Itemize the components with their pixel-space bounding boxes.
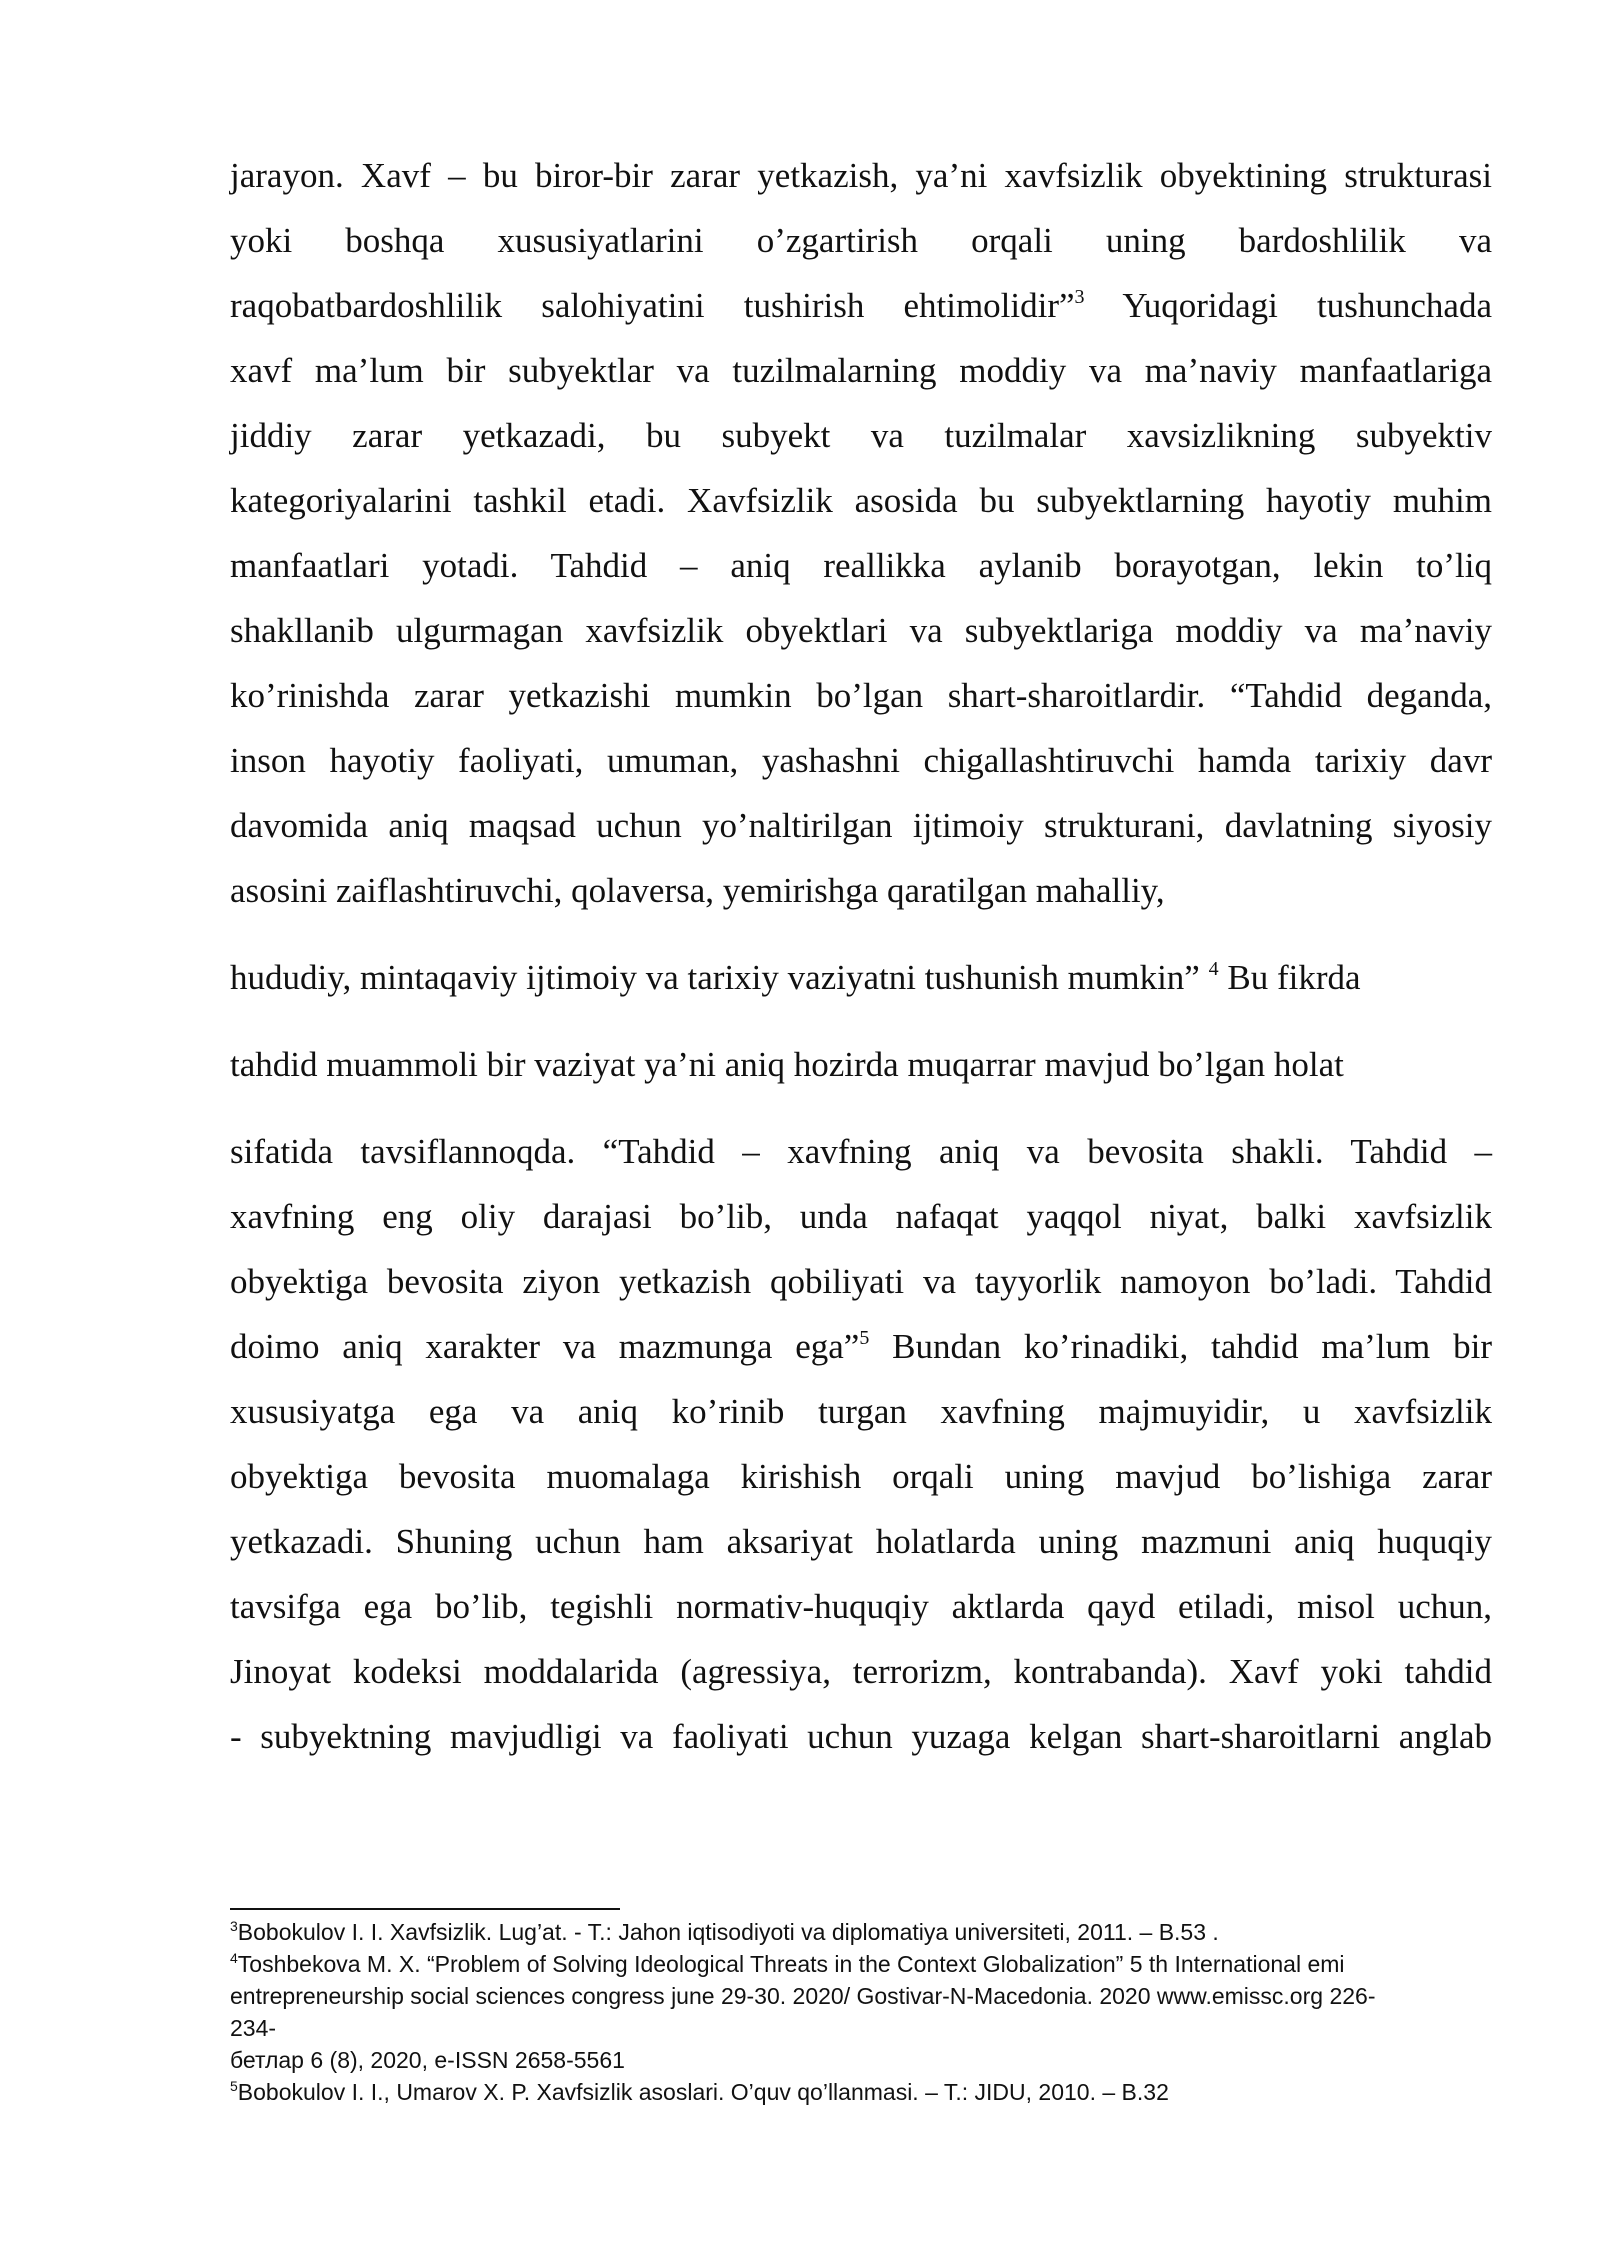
body-text-line: - subyektning mavjudligi va faoliyati uchun yuzaga kelgan shart-sharoitlarni anglab bbox=[230, 1717, 1492, 1756]
body-text-segment: Bundan ko’rinadiki, tahdid ma’lum bir bbox=[869, 1327, 1492, 1366]
body-text-line: jiddiy zarar yetkazadi, bu subyekt va tuzilmalar xavsizlikning subyektiv bbox=[230, 416, 1492, 455]
footnote-4-continued bbox=[230, 2012, 1492, 2044]
footnote-text: 234- bbox=[230, 2015, 277, 2041]
body-text-segment: raqobatbardoshlilik salohiyatini tushirish ehtimolidir” bbox=[230, 286, 1075, 325]
body-text-line: davomida aniq maqsad uchun yo’naltirilgan ijtimoiy strukturani, davlatning siyosiy bbox=[230, 806, 1492, 845]
footnote-text: entrepreneurship social sciences congress june 29-30. 2020/ Gostivar-N-Macedonia. 2020 www.emissc.org 226- bbox=[230, 1983, 1376, 2009]
body-text-line: Jinoyat kodeksi moddalarida (agressiya, terrorizm, kontrabanda). Xavf yoki tahdid bbox=[230, 1652, 1492, 1691]
footnote-text: Toshbekova M. X. “Problem of Solving Ideological Threats in the Context Globalization” 5 th International emi bbox=[237, 1951, 1345, 1977]
footnote-ref-5[interactable]: 5 bbox=[859, 1327, 870, 1349]
footnote-5 bbox=[230, 2076, 1492, 2108]
footnote-mark: 3 bbox=[230, 1918, 238, 1934]
footnote-3 bbox=[230, 1916, 1492, 1948]
footnote-4 bbox=[230, 1948, 1492, 1980]
body-text-line: kategoriyalarini tashkil etadi. Xavfsizlik asosida bu subyektlarning hayotiy muhim bbox=[230, 481, 1492, 520]
footnote-4-continued bbox=[230, 1980, 1492, 2012]
footnote-4-continued bbox=[230, 2044, 1492, 2076]
body-text-line: jarayon. Xavf – bu biror-bir zarar yetkazish, ya’ni xavfsizlik obyektining strukturasi bbox=[230, 156, 1492, 195]
body-text-line bbox=[230, 284, 1492, 328]
body-text-line: manfaatlari yotadi. Tahdid – aniq reallikka aylanib borayotgan, lekin to’liq bbox=[230, 546, 1492, 585]
body-text-segment: doimo aniq xarakter va mazmunga ega” bbox=[230, 1327, 860, 1366]
body-text-line: yoki boshqa xususiyatlarini o’zgartirish orqali uning bardoshlilik va bbox=[230, 221, 1492, 260]
body-text-line bbox=[230, 956, 1492, 1000]
body-text-segment: hududiy, mintaqaviy ijtimoiy va tarixiy vaziyatni tushunish mumkin” bbox=[230, 958, 1209, 997]
body-text-segment: Bu fikrda bbox=[1218, 958, 1361, 997]
footnote-text: Bobokulov I. I., Umarov X. P. Xavfsizlik asoslari. O’quv qo’llanmasi. – T.: JIDU, 2010. – B.32 bbox=[237, 2079, 1169, 2105]
footnote-text: бетлар 6 (8), 2020, e-ISSN 2658-5561 bbox=[230, 2047, 625, 2073]
footnote-text: Bobokulov I. I. Xavfsizlik. Lug’at. - T.: Jahon iqtisodiyoti va diplomatiya universiteti, 2011. – B.53 . bbox=[237, 1919, 1219, 1945]
footnote-separator bbox=[230, 1908, 620, 1910]
body-text-line: asosini zaiflashtiruvchi, qolaversa, yemirishga qaratilgan mahalliy, bbox=[230, 871, 1165, 910]
footnote-mark: 4 bbox=[230, 1950, 238, 1966]
body-text-line bbox=[230, 1325, 1492, 1369]
body-text-line: tavsifga ega bo’lib, tegishli normativ-huquqiy aktlarda qayd etiladi, misol uchun, bbox=[230, 1587, 1492, 1626]
body-text-line: sifatida tavsiflannoqda. “Tahdid – xavfning aniq va bevosita shakli. Tahdid – bbox=[230, 1132, 1492, 1171]
body-text-line: obyektiga bevosita ziyon yetkazish qobiliyati va tayyorlik namoyon bo’ladi. Tahdid bbox=[230, 1262, 1492, 1301]
body-text-line: obyektiga bevosita muomalaga kirishish orqali uning mavjud bo’lishiga zarar bbox=[230, 1457, 1492, 1496]
footnote-ref-3[interactable]: 3 bbox=[1074, 286, 1085, 308]
body-text-line: xavfning eng oliy darajasi bo’lib, unda nafaqat yaqqol niyat, balki xavfsizlik bbox=[230, 1197, 1492, 1236]
body-text-line: yetkazadi. Shuning uchun ham aksariyat holatlarda uning mazmuni aniq huquqiy bbox=[230, 1522, 1492, 1561]
body-text-segment: Yuqoridagi tushunchada bbox=[1084, 286, 1492, 325]
body-text-line: xususiyatga ega va aniq ko’rinib turgan xavfning majmuyidir, u xavfsizlik bbox=[230, 1392, 1492, 1431]
footnote-ref-4[interactable]: 4 bbox=[1208, 958, 1219, 980]
body-text-line: tahdid muammoli bir vaziyat ya’ni aniq hozirda muqarrar mavjud bo’lgan holat bbox=[230, 1045, 1344, 1084]
body-text-line: shakllanib ulgurmagan xavfsizlik obyektlari va subyektlariga moddiy va ma’naviy bbox=[230, 611, 1492, 650]
body-text-line: inson hayotiy faoliyati, umuman, yashashni chigallashtiruvchi hamda tarixiy davr bbox=[230, 741, 1492, 780]
body-text-line: ko’rinishda zarar yetkazishi mumkin bo’lgan shart-sharoitlardir. “Tahdid deganda, bbox=[230, 676, 1492, 715]
body-text-line: xavf ma’lum bir subyektlar va tuzilmalarning moddiy va ma’naviy manfaatlariga bbox=[230, 351, 1492, 390]
footnote-mark: 5 bbox=[230, 2078, 238, 2094]
